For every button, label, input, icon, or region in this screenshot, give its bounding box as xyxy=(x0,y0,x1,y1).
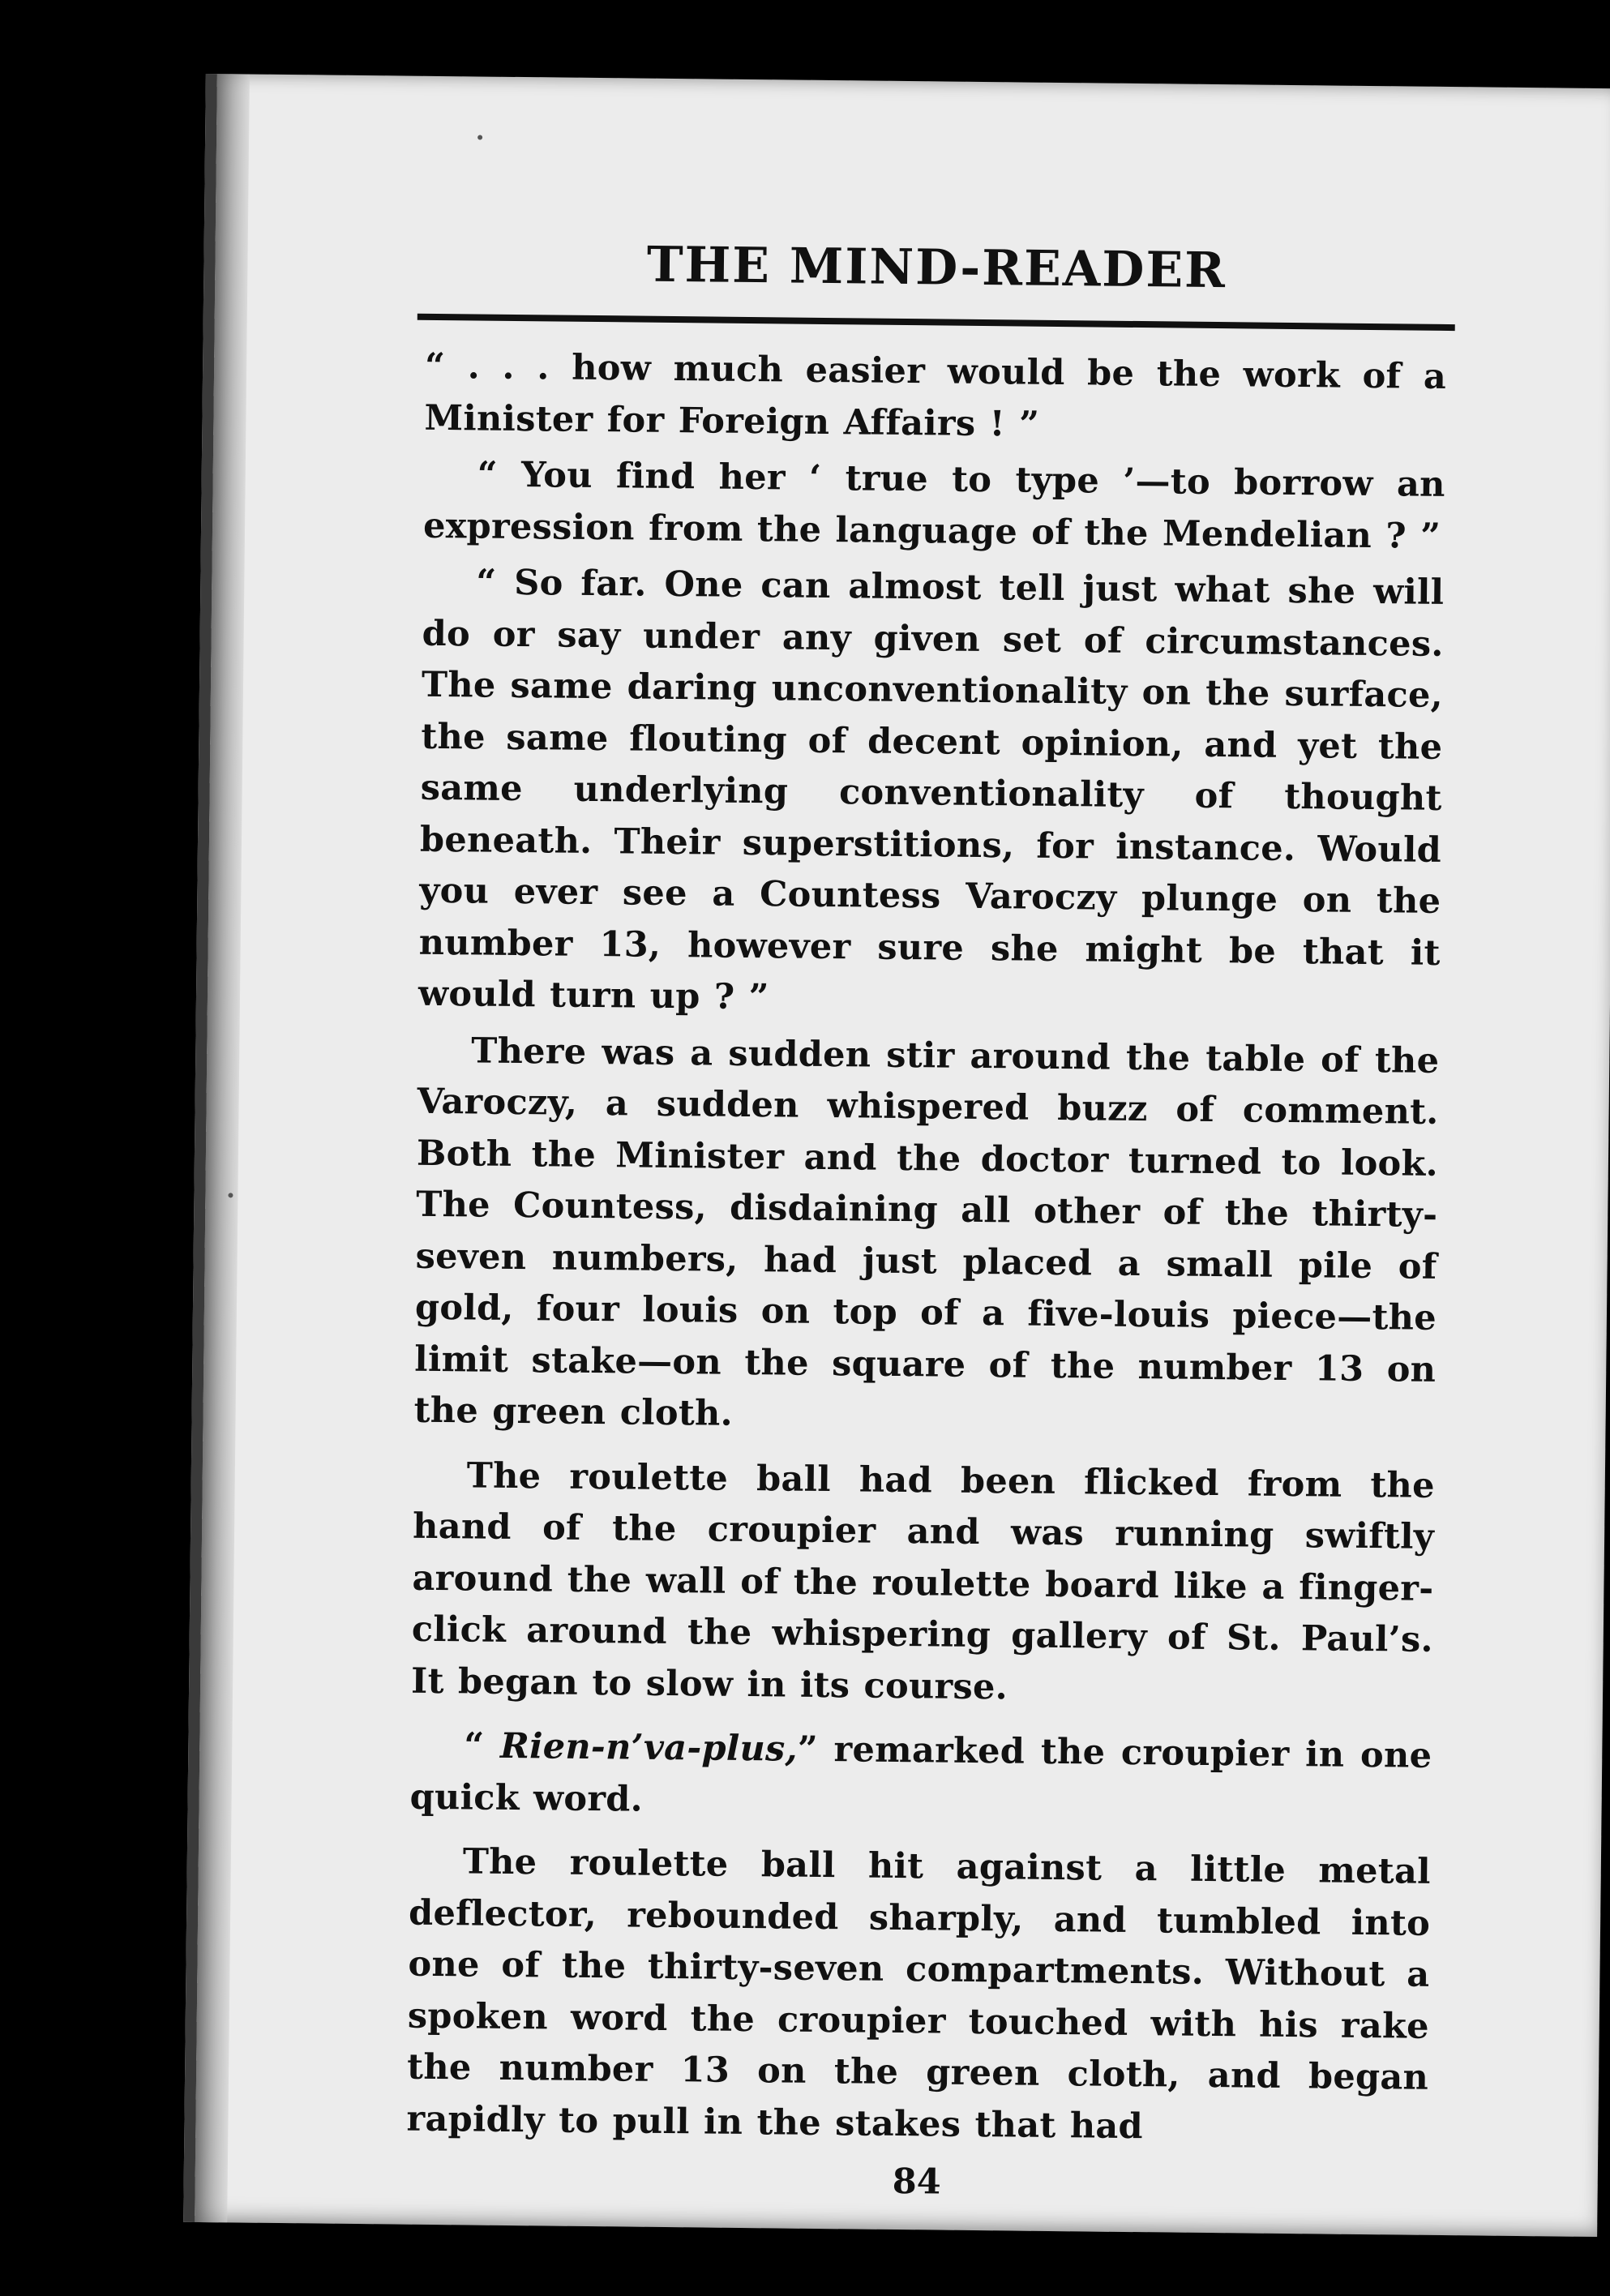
paragraph xyxy=(409,1720,1432,1834)
open-quote: “ xyxy=(464,1725,501,1767)
page-binding-shadow xyxy=(195,74,250,2222)
running-head: THE MIND-READER xyxy=(646,236,1227,300)
page-content xyxy=(405,234,1447,2213)
paragraph: The roulette ball had been flicked from the hand of the croupier and was running swiftly around the wall of the roulette board like a finger-click around the whispering gallery of St. Paul’s. It began to slow in its course. xyxy=(410,1454,1436,1707)
page-number: 84 xyxy=(892,2161,941,2203)
paragraph: The roulette ball hit against a little metal deflector, rebounded sharply, and tumbled into one of the thirty-seven compartments. Without a spoken word the croupier touched with his rake the number 13 on the green cloth, and began rapidly to pull in the stakes that had xyxy=(406,1841,1432,2147)
paper-speck xyxy=(228,1193,233,1197)
paragraph-rest: ” remarked the croupier in one quick word. xyxy=(409,1728,1432,1820)
italic-phrase: Rien-n’va-plus, xyxy=(499,1725,799,1770)
header-rule xyxy=(417,314,1455,331)
paper-speck xyxy=(477,135,482,139)
book-page xyxy=(183,74,1610,2237)
paragraph: There was a sudden stir around the table of the Varoczy, a sudden whispered buzz of comment. Both the Minister and the doctor turned to look. The Countess, disdaining all other of the thirty-seven numbers, had just placed a small pile of gold, four louis on top of a five-louis piece—the limit stake—on the square of the number 13 on the green cloth. xyxy=(413,1030,1440,1434)
paragraph: “ . . . how much easier would be the work of a Minister for Foreign Affairs ! ” xyxy=(424,345,1447,445)
paragraph: “ You find her ‘ true to type ’—to borrow an expression from the language of the Mendelian ? ” xyxy=(422,454,1445,557)
paragraph: “ So far. One can almost tell just what she will do or say under any given set of circumstances. The same daring unconventionality on the surface, the same flouting of decent opinion, and yet the same underlying conventionality of thought beneath. Their superstitions, for instance. Would you ever see a Countess Varoczy plunge on the number 13, however sure she might be that it would turn up ? ” xyxy=(417,562,1445,1018)
